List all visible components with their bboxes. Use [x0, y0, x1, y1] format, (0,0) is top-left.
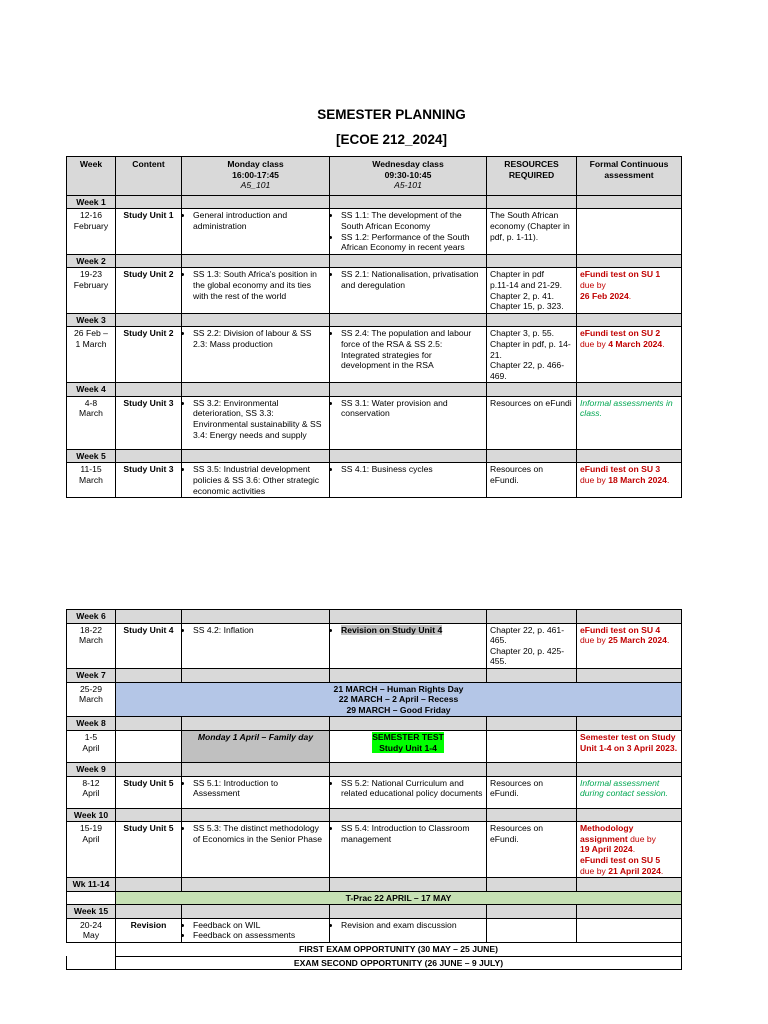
week-label-row — [67, 254, 682, 268]
dates-line: March — [79, 694, 103, 705]
week-label-row — [67, 313, 682, 327]
table-row — [67, 268, 682, 313]
header-wednesday-venue: A5-101 — [394, 180, 422, 191]
resources-cell: Resources on eFundi — [487, 396, 577, 449]
list-item: • SS 1.3: South Africa's position in the global economy and its ties with the rest of the world — [193, 269, 326, 301]
study-unit: Revision — [116, 918, 182, 942]
header-wednesday — [330, 157, 487, 196]
week-label: Wk 11-14 — [67, 878, 116, 892]
week-dates — [67, 822, 116, 878]
study-unit: Study Unit 3 — [116, 396, 182, 449]
week-label: Week 6 — [67, 610, 116, 624]
first-exam-opportunity: FIRST EXAM OPPORTUNITY (30 MAY – 25 JUNE) — [116, 943, 682, 957]
dates-line: 20-24 — [80, 919, 102, 930]
study-unit: Study Unit 2 — [116, 327, 182, 383]
week-label-row — [67, 808, 682, 822]
assessment-title: Methodology assignment — [580, 823, 634, 844]
week-dates — [67, 918, 116, 942]
assessment-due-text: due by — [630, 833, 656, 844]
resources-cell: The South African economy (Chapter in pdf, p. 1-11). — [487, 209, 577, 254]
list-item: • SS 5.2: National Curriculum and related educational policy documents — [341, 778, 483, 799]
resources-cell — [487, 327, 577, 383]
punctuation: . — [662, 338, 665, 349]
study-unit: Study Unit 4 — [116, 623, 182, 668]
assessment-cell: Informal assessment during contact session. — [577, 776, 682, 808]
dates-line: 1-5 — [84, 731, 98, 742]
week-label-row — [67, 195, 682, 209]
assessment-cell — [577, 918, 682, 942]
resource-line: Chapter 3, p. 55. — [490, 328, 555, 339]
punctuation: . — [666, 635, 670, 646]
assessment-cell — [577, 327, 682, 383]
header-assessment — [577, 157, 682, 196]
table-row — [67, 682, 682, 717]
wednesday-cell — [330, 463, 487, 498]
punctuation: . — [628, 290, 632, 301]
assessment-cell — [577, 822, 682, 878]
dates-line: May — [82, 930, 100, 941]
assessment-due-date: 4 March 2024 — [608, 338, 663, 349]
wednesday-cell — [330, 209, 487, 254]
assessment-due-date: 21 April 2024 — [608, 865, 661, 876]
list-item: • SS 3.5: Industrial development policies & SS 3.6: Other strategic economic activities — [193, 464, 326, 496]
study-unit: Study Unit 1 — [116, 209, 182, 254]
week-dates — [67, 623, 116, 668]
table-row — [67, 891, 682, 905]
assessment-title: eFundi test on SU 1 — [580, 269, 661, 280]
list-item: • SS 1.1: The development of the South African Economy — [341, 210, 483, 231]
dates-line: March — [79, 475, 103, 486]
assessment-due-text: due by — [580, 635, 606, 646]
monday-cell — [182, 209, 330, 254]
dates-line: April — [82, 833, 100, 844]
table-row — [67, 209, 682, 254]
header-wednesday-line: Wednesday class — [372, 159, 444, 169]
week-label: Week 15 — [67, 905, 116, 919]
semester-test-title: SEMESTER TEST — [372, 731, 444, 742]
week-label-row — [67, 905, 682, 919]
resources-cell — [487, 730, 577, 762]
list-item: • SS 3.2: Environmental deterioration, SS 3.3: Environmental sustainability & SS 3.4: Energy needs and supply — [193, 398, 326, 440]
exam-row — [67, 956, 682, 970]
header-assessment-line2: assessment — [604, 169, 654, 180]
header-monday-time: 16:00-17:45 — [232, 169, 279, 180]
wednesday-cell — [330, 623, 487, 668]
assessment-title: eFundi test on SU 3 — [580, 464, 661, 475]
week-label-row — [67, 383, 682, 397]
table-row — [67, 730, 682, 762]
assessment-title: eFundi test on SU 2 — [580, 328, 661, 339]
assessment-cell: Semester test on Study Unit 1-4 on 3 April 2023. — [577, 730, 682, 762]
study-unit: Study Unit 5 — [116, 776, 182, 808]
dates-line: 25-29 — [80, 683, 102, 694]
week-dates — [67, 396, 116, 449]
monday-cell — [182, 396, 330, 449]
monday-cell — [182, 918, 330, 942]
resource-line: Chapter in pdf — [490, 269, 544, 280]
table-row — [67, 822, 682, 878]
table-row — [67, 396, 682, 449]
holiday-band — [116, 682, 682, 717]
semester-plan-table-part-1 — [66, 156, 682, 498]
monday-cell — [182, 623, 330, 668]
table-row — [67, 776, 682, 808]
header-monday-line: Monday class — [227, 159, 284, 169]
list-item: • Revision and exam discussion — [341, 920, 483, 931]
header-wednesday-time: 09:30-10:45 — [384, 169, 432, 180]
wednesday-cell — [330, 918, 487, 942]
week-dates — [67, 730, 116, 762]
week-label-row — [67, 762, 682, 776]
monday-cell — [182, 776, 330, 808]
header-row — [67, 157, 682, 196]
tprac-band: T-Prac 22 APRIL – 17 MAY — [116, 891, 682, 905]
week-dates — [67, 891, 116, 905]
list-item: • SS 2.4: The population and labour force of the RSA & SS 2.5: Integrated strategies for development in the RSA — [341, 328, 483, 370]
study-unit: Study Unit 3 — [116, 463, 182, 498]
assessment-due-date: 26 Feb 2024 — [580, 290, 629, 301]
week-dates — [67, 209, 116, 254]
wednesday-cell — [330, 268, 487, 313]
week-label: Week 5 — [67, 449, 116, 463]
week-label: Week 9 — [67, 762, 116, 776]
dates-line: March — [79, 635, 103, 646]
week-label-row — [67, 610, 682, 624]
resource-line: Chapter in pdf, p. 14-21. — [490, 338, 571, 360]
table-row — [67, 327, 682, 383]
semester-test-units: Study Unit 1-4 — [379, 742, 437, 753]
dates-line: February — [73, 220, 109, 231]
dates-line: February — [73, 279, 109, 290]
assessment-cell — [577, 268, 682, 313]
assessment-due-date: 18 March 2024 — [608, 475, 667, 486]
header-content: Content — [116, 157, 182, 196]
week-label: Week 3 — [67, 313, 116, 327]
table-row — [67, 463, 682, 498]
week-label: Week 7 — [67, 668, 116, 682]
dates-line: 19-23 — [80, 269, 102, 280]
week-label: Week 2 — [67, 254, 116, 268]
assessment-cell: Informal assessments in class. — [577, 396, 682, 449]
header-week: Week — [67, 157, 116, 196]
wednesday-cell — [330, 822, 487, 878]
header-resources-line1: RESOURCES — [504, 159, 559, 169]
week-dates — [67, 682, 116, 717]
resources-cell — [487, 623, 577, 668]
list-item: • SS 3.1: Water provision and conservation — [341, 398, 483, 419]
header-monday — [182, 157, 330, 196]
resource-line: Chapter 22, p. 466-469. — [490, 360, 565, 381]
semester-plan-table-part-2 — [66, 609, 682, 970]
dates-line: 4-8 — [84, 397, 98, 408]
holiday-line: 22 MARCH – 2 April – Recess — [338, 694, 459, 705]
wednesday-cell — [330, 776, 487, 808]
assessment-due-date: 25 March 2024 — [608, 635, 667, 646]
list-item: • SS 1.2: Performance of the South African Economy in recent years — [341, 232, 483, 253]
list-item: • SS 5.4: Introduction to Classroom management — [341, 823, 483, 844]
week-dates — [67, 327, 116, 383]
week-label-row — [67, 449, 682, 463]
table-row — [67, 918, 682, 942]
course-code: [ECOE 212_2024] — [335, 132, 448, 147]
assessment-due-text: due by — [580, 865, 606, 876]
exam-row — [67, 943, 682, 957]
list-item: • SS 4.1: Business cycles — [341, 464, 483, 475]
assessment-cell — [577, 623, 682, 668]
week-label: Week 1 — [67, 195, 116, 209]
revision-highlight: Revision on Study Unit 4 — [341, 624, 443, 635]
assessment-due-date: 19 April 2024 — [580, 844, 633, 855]
resources-cell: Resources on eFundi. — [487, 822, 577, 878]
assessment-title: eFundi test on SU 5 — [580, 854, 661, 865]
monday-cell — [182, 822, 330, 878]
week-label: Week 4 — [67, 383, 116, 397]
wednesday-cell — [330, 730, 487, 762]
dates-line: 26 Feb – — [74, 328, 108, 339]
dates-line: 11-15 — [80, 464, 102, 475]
dates-line: 15-19 — [80, 823, 102, 834]
header-resources — [487, 157, 577, 196]
list-item: • SS 5.1: Introduction to Assessment — [193, 778, 326, 799]
study-unit — [116, 730, 182, 762]
dates-line: 18-22 — [80, 624, 102, 635]
list-item: • General introduction and administration — [193, 210, 326, 231]
punctuation: . — [660, 865, 664, 876]
header-assessment-line1: Formal Continuous — [589, 159, 669, 169]
semester-test-highlight — [372, 732, 444, 753]
week-dates — [67, 776, 116, 808]
wednesday-cell — [330, 396, 487, 449]
resource-line: Chapter 15, p. 323. — [490, 301, 564, 312]
monday-cell — [182, 463, 330, 498]
dates-line: 1 March — [75, 338, 107, 349]
assessment-cell — [577, 209, 682, 254]
header-monday-venue: A5_101 — [240, 180, 271, 191]
dates-line: 12-16 — [80, 210, 102, 221]
resource-line: p.11-14 and 21-29. — [490, 279, 562, 290]
list-item — [341, 625, 483, 636]
assessment-due-text: due by — [580, 279, 606, 290]
list-item: • SS 4.2: Inflation — [193, 625, 326, 636]
dates-line: March — [79, 408, 103, 419]
header-resources-line2: REQUIRED — [508, 169, 555, 180]
resource-line: Chapter 22, p. 461-465. — [490, 624, 565, 646]
resource-line: Chapter 20, p. 425-455. — [490, 645, 565, 667]
assessment-due-text: due by — [580, 338, 606, 349]
list-item: • SS 5.3: The distinct methodology of Economics in the Senior Phase — [193, 823, 326, 844]
week-label-row — [67, 878, 682, 892]
monday-cell — [182, 268, 330, 313]
table-row — [67, 623, 682, 668]
dates-line: April — [82, 742, 100, 753]
study-unit: Study Unit 2 — [116, 268, 182, 313]
holiday-line: 29 MARCH – Good Friday — [346, 704, 451, 715]
monday-cell — [182, 327, 330, 383]
second-exam-opportunity: EXAM SECOND OPPORTUNITY (26 JUNE – 9 JULY) — [116, 956, 682, 970]
page-title: SEMESTER PLANNING — [317, 107, 466, 122]
resources-cell — [487, 918, 577, 942]
week-label-row — [67, 717, 682, 731]
resources-cell: Resources on eFundi. — [487, 463, 577, 498]
study-unit: Study Unit 5 — [116, 822, 182, 878]
assessment-title: eFundi test on SU 4 — [580, 624, 661, 635]
resources-cell — [487, 268, 577, 313]
punctuation: . — [632, 844, 636, 855]
resources-cell: Resources on eFundi. — [487, 776, 577, 808]
resource-line: Chapter 2, p. 41. — [490, 290, 555, 301]
assessment-due-text: due by — [580, 475, 606, 486]
wednesday-cell — [330, 327, 487, 383]
week-label: Week 8 — [67, 717, 116, 731]
list-item: • SS 2.1: Nationalisation, privatisation and deregulation — [341, 269, 483, 290]
dates-line: April — [82, 788, 100, 799]
list-item: • Feedback on WIL — [193, 920, 326, 931]
week-dates — [67, 268, 116, 313]
list-item: • SS 2.2: Division of labour & SS 2.3: Mass production — [193, 328, 326, 349]
monday-cell: Monday 1 April – Family day — [182, 730, 330, 762]
holiday-line: 21 MARCH – Human Rights Day — [333, 683, 464, 694]
assessment-cell — [577, 463, 682, 498]
week-label-row — [67, 668, 682, 682]
week-dates — [67, 463, 116, 498]
dates-line: 8-12 — [82, 777, 100, 788]
week-label: Week 10 — [67, 808, 116, 822]
list-item: • Feedback on assessments — [193, 930, 326, 941]
punctuation: . — [666, 475, 670, 486]
